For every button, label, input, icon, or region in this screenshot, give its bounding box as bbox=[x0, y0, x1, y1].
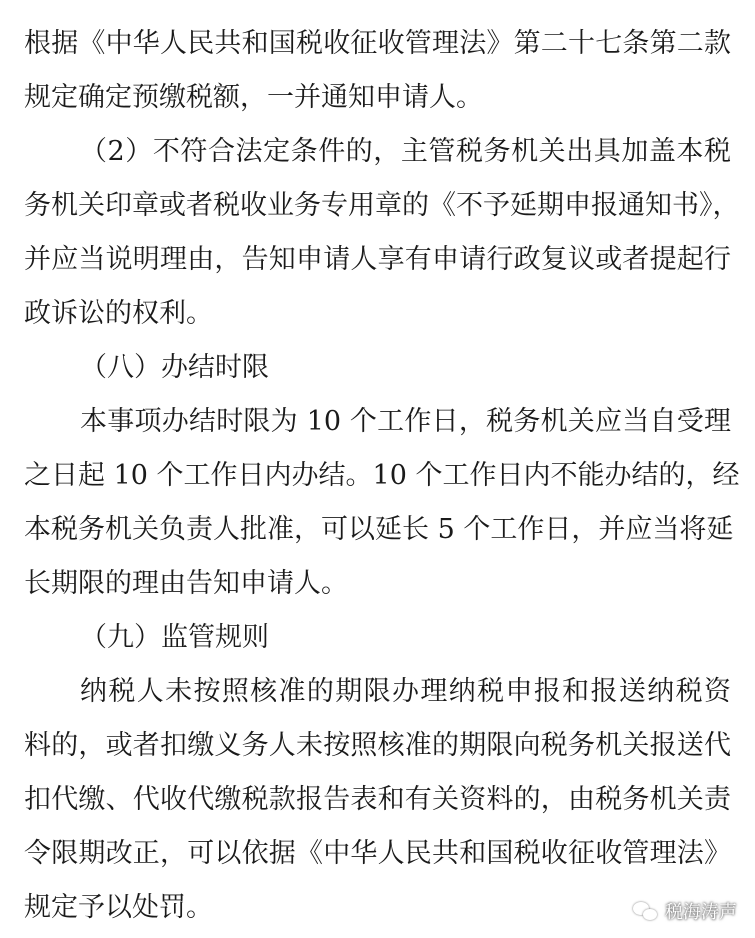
text-line: 本事项办结时限为 10 个工作日，税务机关应当自受理 bbox=[80, 406, 731, 437]
text-line: 务机关印章或者税收业务专用章的《不予延期申报通知书》， bbox=[24, 190, 740, 221]
watermark bbox=[633, 898, 737, 924]
watermark-text: 税海涛声 bbox=[665, 902, 737, 923]
text-line: 规定确定预缴税额，一并通知申请人。 bbox=[24, 82, 483, 113]
text-line: 本税务机关负责人批准，可以延长 5 个工作日，并应当将延 bbox=[24, 514, 734, 545]
text-line: 之日起 10 个工作日内办结。10 个工作日内不能办结的，经 bbox=[24, 460, 740, 491]
text-line: （2）不符合法定条件的，主管税务机关出具加盖本税 bbox=[80, 136, 731, 167]
text-line: 扣代缴、代收代缴税款报告表和有关资料的，由税务机关责 bbox=[24, 784, 731, 815]
text-line: 纳税人未按照核准的期限办理纳税申报和报送纳税资 bbox=[80, 676, 731, 707]
section-heading: （九）监管规则 bbox=[80, 622, 269, 653]
text-line: 规定予以处罚。 bbox=[24, 892, 213, 923]
text-line: 政诉讼的权利。 bbox=[24, 298, 213, 329]
text-line: 根据《中华人民共和国税收征收管理法》第二十七条第二款 bbox=[24, 28, 731, 59]
text-line: 长期限的理由告知申请人。 bbox=[24, 568, 348, 599]
text-line: 料的，或者扣缴义务人未按照核准的期限向税务机关报送代 bbox=[24, 730, 731, 761]
text-line: 令限期改正，可以依据《中华人民共和国税收征收管理法》 bbox=[24, 838, 731, 869]
text-line: 并应当说明理由，告知申请人享有申请行政复议或者提起行 bbox=[24, 244, 731, 275]
wechat-icon bbox=[633, 900, 659, 922]
section-heading: （八）办结时限 bbox=[80, 352, 269, 383]
